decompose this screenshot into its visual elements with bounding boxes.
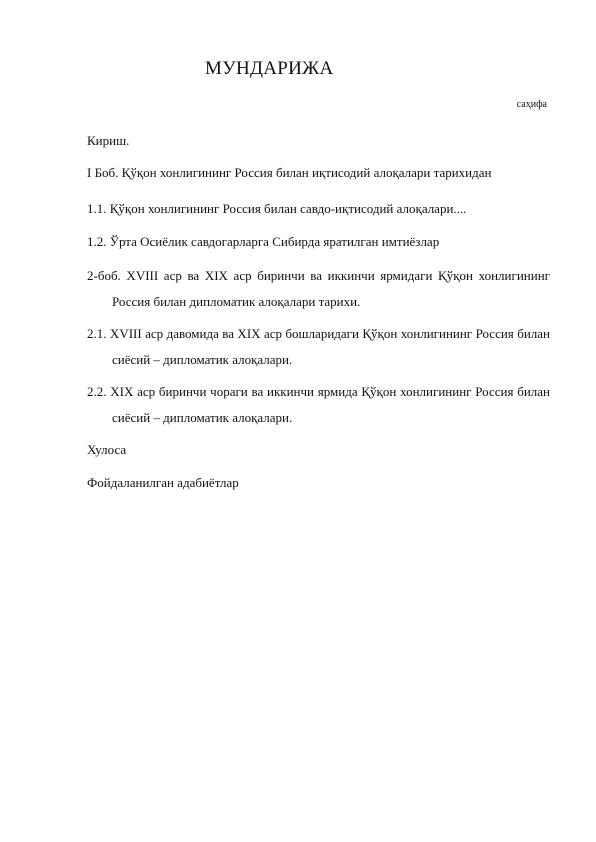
toc-entry-section-1-2 [87,229,550,255]
toc-entry-chapter-2 [87,263,550,315]
toc-entry-bibliography [87,470,550,496]
toc-entry-text: I Боб. Қўқон хонлигининг Россия билан иқтисодий алоқалари тарихидан [87,165,492,180]
toc-entry-text: 1.2. Ўрта Осиёлик савдогарларга Сибирда яратилган имтиёзлар [87,234,440,249]
toc-entry-text: 1.1. Қўқон хонлигининг Россия билан савдо-иқтисодий алоқалари.... [87,201,467,216]
toc-entry-section-1-1 [87,196,550,222]
document-title: МУНДАРИЖА [205,58,334,79]
page-column-label: саҳифа [516,99,547,110]
toc-entry-text: Кириш. [87,133,130,148]
toc-entry-text: Фойдаланилган адабиётлар [87,475,239,490]
toc-entry-introduction [87,128,550,154]
toc-entry-text: 2.2. XIX аср биринчи чораги ва иккинчи ярмида Қўқон хонлигининг Россия билан сиёсий – дипломатик алоқалари. [87,384,550,425]
toc-entry-text: 2-боб. XVIII аср ва XIX аср биринчи ва иккинчи ярмидаги Қўқон хонлигининг Россия билан дипломатик алоқалари тарихи. [87,268,550,309]
toc-entry-section-2-1 [87,321,550,373]
toc-entry-chapter-1 [87,160,550,186]
toc-entry-text: Хулоса [87,442,127,457]
toc-entry-text: 2.1. XVIII аср давомида ва XIX аср бошларидаги Қўқон хонлигининг Россия билан сиёсий – дипломатик алоқалари. [87,326,550,367]
toc-entry-conclusion [87,437,550,463]
toc-entry-section-2-2 [87,379,550,431]
